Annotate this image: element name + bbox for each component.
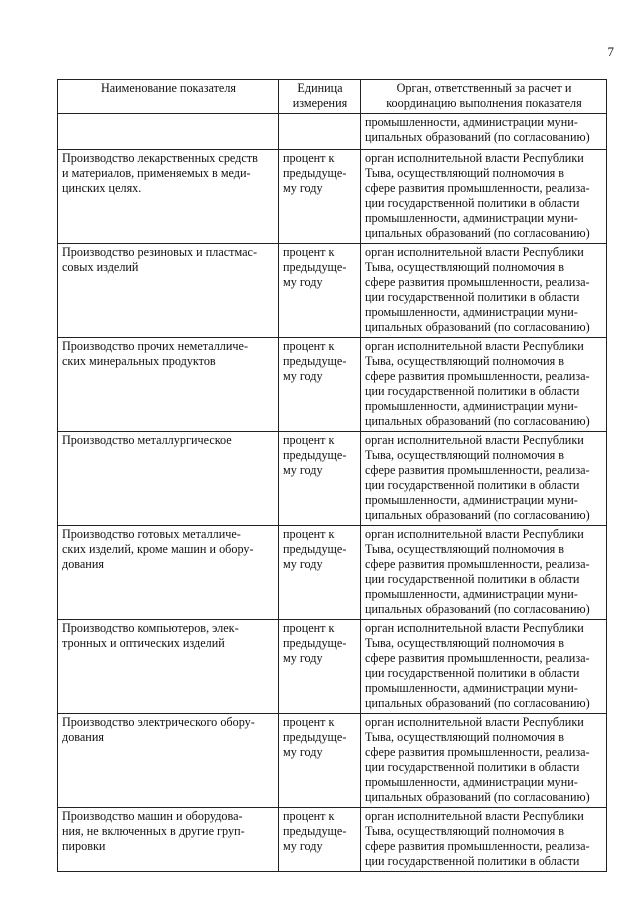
responsible-organ-cell [361, 338, 607, 432]
unit-line: му году [283, 181, 323, 195]
responsible-organ-line: сфере развития промышленности, реализа- [365, 181, 590, 195]
responsible-organ-cell [361, 244, 607, 338]
responsible-organ-line: промышленности, администрации муни- [365, 681, 578, 695]
unit-line: процент к [283, 339, 335, 353]
responsible-organ-line: Тыва, осуществляющий полномочия в [365, 260, 565, 274]
header-organ [361, 80, 607, 114]
indicator-name-line: дования [62, 557, 104, 571]
responsible-organ-cell [361, 808, 607, 872]
responsible-organ-line: сфере развития промышленности, реализа- [365, 275, 590, 289]
unit-line: му году [283, 463, 323, 477]
indicator-name-line: Производство готовых металличе- [62, 527, 241, 541]
indicators-table [57, 79, 607, 872]
indicator-name-line: Производство электрического обору- [62, 715, 255, 729]
responsible-organ-cell [361, 620, 607, 714]
table-row [58, 338, 607, 432]
responsible-organ-line: промышленности, администрации муни- [365, 115, 578, 129]
responsible-organ-line: ципальных образований (по согласованию) [365, 320, 590, 334]
responsible-organ-line: ципальных образований (по согласованию) [365, 414, 590, 428]
responsible-organ-line: Тыва, осуществляющий полномочия в [365, 354, 565, 368]
responsible-organ-line: сфере развития промышленности, реализа- [365, 745, 590, 759]
responsible-organ-line: ции государственной политики в области [365, 478, 580, 492]
table-row [58, 244, 607, 338]
indicator-name-line: совых изделий [62, 260, 139, 274]
indicator-name-cell [58, 526, 279, 620]
unit-line: му году [283, 557, 323, 571]
header-text-line: измерения [292, 96, 348, 110]
unit-line: предыдуще- [283, 824, 347, 838]
header-name [58, 80, 279, 114]
indicator-name-cell [58, 620, 279, 714]
unit-line: му году [283, 275, 323, 289]
unit-cell [279, 150, 361, 244]
responsible-organ-line: ципальных образований (по согласованию) [365, 130, 590, 144]
responsible-organ-line: Тыва, осуществляющий полномочия в [365, 730, 565, 744]
indicator-name-line: тронных и оптических изделий [62, 636, 225, 650]
unit-cell [279, 338, 361, 432]
table-row [58, 432, 607, 526]
unit-line: предыдуще- [283, 730, 347, 744]
responsible-organ-cell [361, 526, 607, 620]
responsible-organ-line: промышленности, администрации муни- [365, 211, 578, 225]
unit-line: процент к [283, 715, 335, 729]
responsible-organ-cell [361, 714, 607, 808]
responsible-organ-line: ции государственной политики в области [365, 384, 580, 398]
indicator-name-line: пировки [62, 839, 106, 853]
table-row [58, 808, 607, 872]
responsible-organ-line: орган исполнительной власти Республики [365, 339, 584, 353]
unit-line: процент к [283, 245, 335, 259]
unit-cell [279, 244, 361, 338]
responsible-organ-line: промышленности, администрации муни- [365, 399, 578, 413]
responsible-organ-line: промышленности, администрации муни- [365, 775, 578, 789]
responsible-organ-line: Тыва, осуществляющий полномочия в [365, 166, 565, 180]
unit-line: предыдуще- [283, 542, 347, 556]
indicator-name-cell [58, 338, 279, 432]
responsible-organ-line: орган исполнительной власти Республики [365, 621, 584, 635]
responsible-organ-line: Тыва, осуществляющий полномочия в [365, 824, 565, 838]
unit-line: предыдуще- [283, 448, 347, 462]
responsible-organ-line: орган исполнительной власти Республики [365, 809, 584, 823]
responsible-organ-line: сфере развития промышленности, реализа- [365, 651, 590, 665]
page-number: 7 [607, 44, 614, 59]
responsible-organ-line: орган исполнительной власти Республики [365, 527, 584, 541]
unit-line: процент к [283, 433, 335, 447]
responsible-organ-line: сфере развития промышленности, реализа- [365, 839, 590, 853]
table-header-row [58, 80, 607, 114]
indicator-name-cell [58, 150, 279, 244]
responsible-organ-cell [361, 432, 607, 526]
unit-line: предыдуще- [283, 166, 347, 180]
unit-cell [279, 432, 361, 526]
indicator-name-line: дования [62, 730, 104, 744]
responsible-organ-line: сфере развития промышленности, реализа- [365, 557, 590, 571]
responsible-organ-line: орган исполнительной власти Республики [365, 245, 584, 259]
table-row [58, 150, 607, 244]
table-row [58, 620, 607, 714]
unit-line: му году [283, 745, 323, 759]
responsible-organ-line: ции государственной политики в области [365, 572, 580, 586]
table-row [58, 114, 607, 150]
indicator-name-line: цинских целях. [62, 181, 142, 195]
indicator-name-line: ских изделий, кроме машин и обору- [62, 542, 254, 556]
unit-line: му году [283, 839, 323, 853]
responsible-organ-line: ципальных образований (по согласованию) [365, 226, 590, 240]
header-text-line: координацию выполнения показателя [386, 96, 582, 110]
unit-line: му году [283, 651, 323, 665]
indicator-name-line: и материалов, применяемых в меди- [62, 166, 251, 180]
unit-line: процент к [283, 621, 335, 635]
responsible-organ-cell [361, 150, 607, 244]
unit-line: процент к [283, 527, 335, 541]
indicator-name-line: Производство машин и оборудова- [62, 809, 243, 823]
responsible-organ-line: Тыва, осуществляющий полномочия в [365, 448, 565, 462]
responsible-organ-line: ципальных образований (по согласованию) [365, 602, 590, 616]
unit-cell [279, 526, 361, 620]
unit-cell [279, 114, 361, 150]
responsible-organ-line: ции государственной политики в области [365, 666, 580, 680]
responsible-organ-line: промышленности, администрации муни- [365, 493, 578, 507]
indicator-name-cell [58, 244, 279, 338]
indicator-name-cell [58, 808, 279, 872]
responsible-organ-line: орган исполнительной власти Республики [365, 715, 584, 729]
unit-line: предыдуще- [283, 354, 347, 368]
indicator-name-line: Производство компьютеров, элек- [62, 621, 239, 635]
responsible-organ-line: орган исполнительной власти Республики [365, 433, 584, 447]
unit-cell [279, 808, 361, 872]
responsible-organ-line: промышленности, администрации муни- [365, 305, 578, 319]
unit-cell [279, 714, 361, 808]
header-text-line: Единица [297, 81, 343, 95]
table-body [58, 114, 607, 872]
responsible-organ-line: Тыва, осуществляющий полномочия в [365, 636, 565, 650]
responsible-organ-line: ципальных образований (по согласованию) [365, 508, 590, 522]
table-row [58, 526, 607, 620]
indicator-name-cell [58, 114, 279, 150]
responsible-organ-line: ции государственной политики в области [365, 760, 580, 774]
unit-line: процент к [283, 809, 335, 823]
responsible-organ-line: промышленности, администрации муни- [365, 587, 578, 601]
responsible-organ-line: орган исполнительной власти Республики [365, 151, 584, 165]
unit-line: процент к [283, 151, 335, 165]
responsible-organ-line: сфере развития промышленности, реализа- [365, 369, 590, 383]
unit-line: му году [283, 369, 323, 383]
unit-line: предыдуще- [283, 260, 347, 274]
indicator-name-line: Производство прочих неметалличе- [62, 339, 249, 353]
header-unit [279, 80, 361, 114]
indicator-name-line: ния, не включенных в другие груп- [62, 824, 245, 838]
responsible-organ-line: ципальных образований (по согласованию) [365, 790, 590, 804]
indicator-name-line: ских минеральных продуктов [62, 354, 216, 368]
responsible-organ-line: Тыва, осуществляющий полномочия в [365, 542, 565, 556]
responsible-organ-line: ципальных образований (по согласованию) [365, 696, 590, 710]
indicator-name-line: Производство металлургическое [62, 433, 232, 447]
indicator-name-cell [58, 432, 279, 526]
table-row [58, 714, 607, 808]
unit-cell [279, 620, 361, 714]
responsible-organ-line: сфере развития промышленности, реализа- [365, 463, 590, 477]
responsible-organ-line: ции государственной политики в области [365, 854, 580, 868]
responsible-organ-line: ции государственной политики в области [365, 196, 580, 210]
indicator-name-cell [58, 714, 279, 808]
unit-line: предыдуще- [283, 636, 347, 650]
header-text-line: Орган, ответственный за расчет и [396, 81, 572, 95]
indicator-name-line: Производство лекарственных средств [62, 151, 258, 165]
responsible-organ-line: ции государственной политики в области [365, 290, 580, 304]
indicator-name-line: Производство резиновых и пластмас- [62, 245, 257, 259]
header-text-line: Наименование показателя [100, 81, 237, 95]
responsible-organ-cell [361, 114, 607, 150]
